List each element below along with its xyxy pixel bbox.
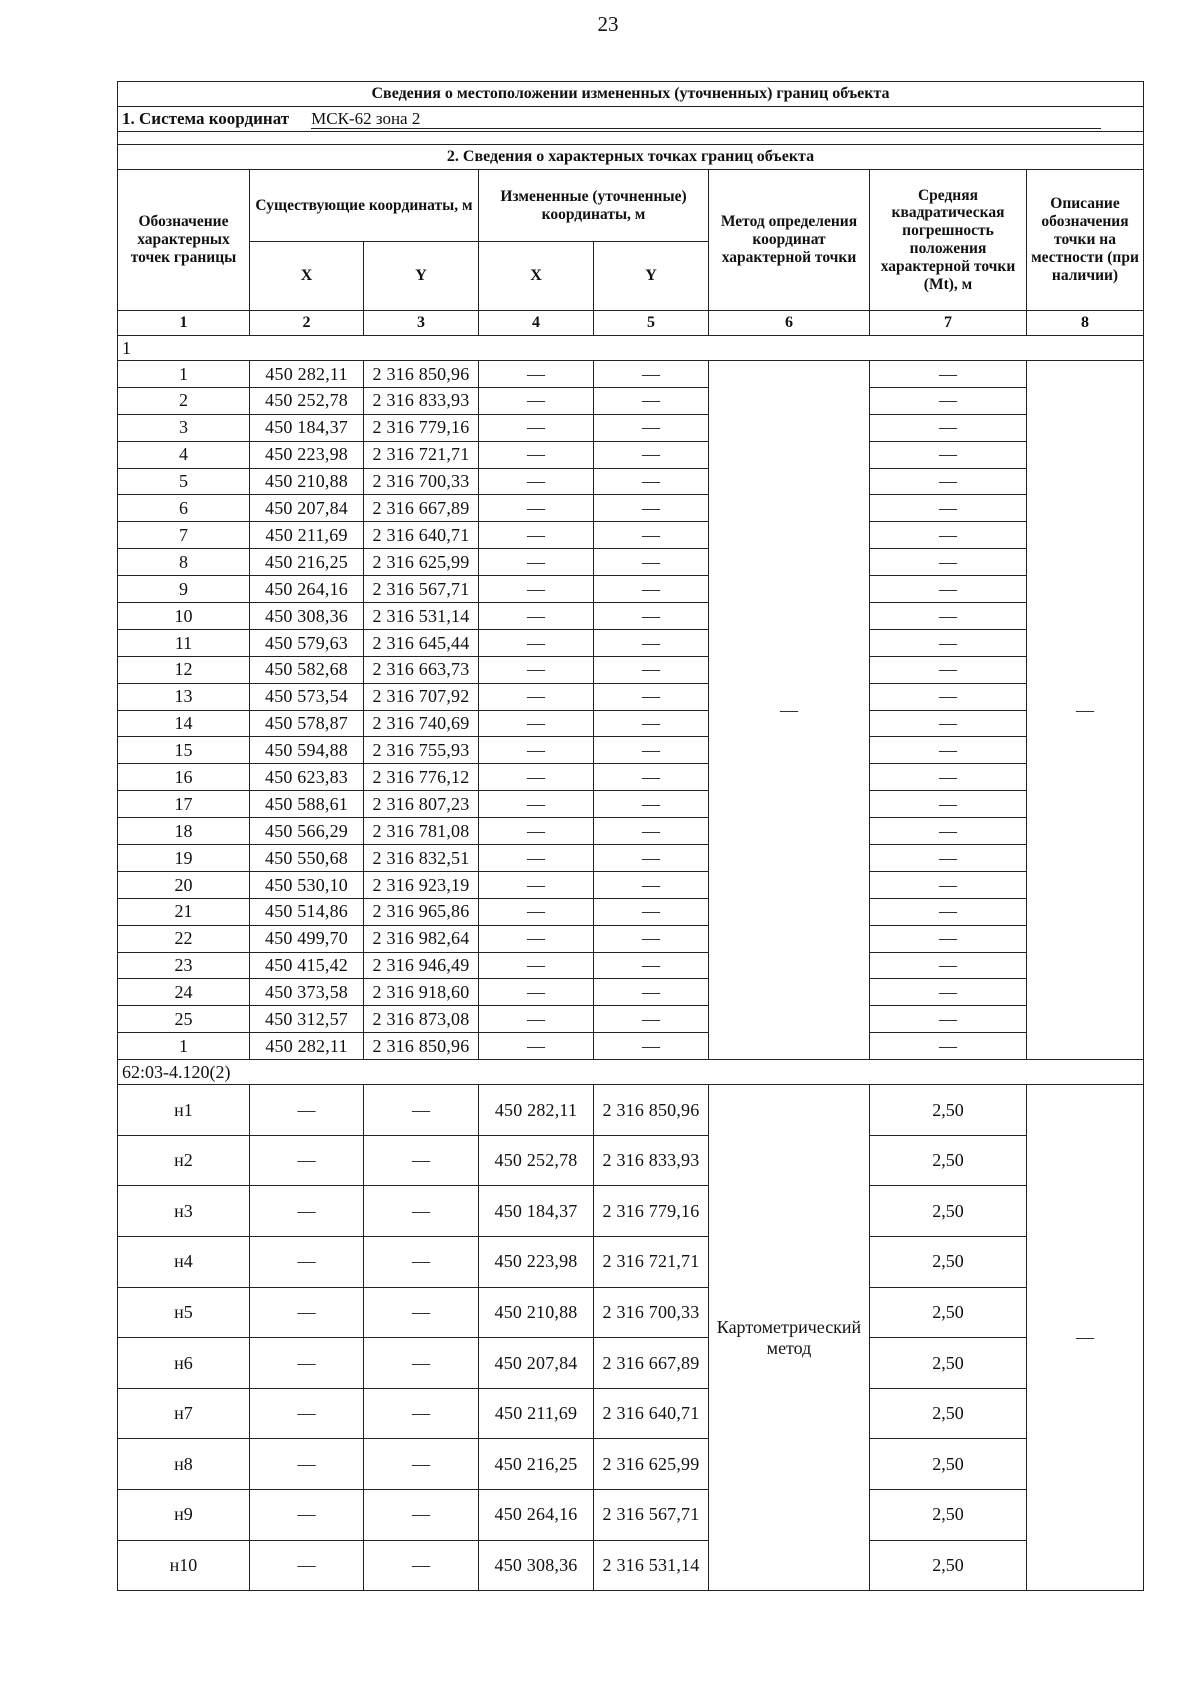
table-row [118, 1287, 1144, 1338]
existing-y: — [364, 1388, 479, 1439]
existing-y: 2 316 740,69 [364, 710, 479, 737]
changed-y: — [594, 871, 709, 898]
error-mt: 2,50 [870, 1236, 1027, 1287]
table-row [118, 1338, 1144, 1389]
existing-x: — [250, 1489, 364, 1540]
table-row [118, 414, 1144, 441]
changed-x: — [479, 549, 594, 576]
changed-x: 450 308,36 [479, 1540, 594, 1591]
existing-x: 450 623,83 [250, 764, 364, 791]
existing-y: 2 316 850,96 [364, 1033, 479, 1060]
point-id: 15 [118, 737, 250, 764]
point-id: 14 [118, 710, 250, 737]
changed-x: — [479, 818, 594, 845]
changed-y: — [594, 495, 709, 522]
point-id: 1 [118, 1033, 250, 1060]
changed-x: — [479, 845, 594, 872]
error-mt: 2,50 [870, 1085, 1027, 1136]
existing-x: 450 530,10 [250, 871, 364, 898]
existing-x: — [250, 1540, 364, 1591]
existing-x: — [250, 1236, 364, 1287]
existing-x: 450 282,11 [250, 361, 364, 388]
changed-x: — [479, 387, 594, 414]
changed-x: — [479, 979, 594, 1006]
point-id: 7 [118, 522, 250, 549]
changed-x: — [479, 495, 594, 522]
error-mt: — [870, 495, 1027, 522]
column-number: 2 [250, 311, 364, 336]
existing-x: — [250, 1287, 364, 1338]
existing-y: 2 316 781,08 [364, 818, 479, 845]
changed-x: 450 207,84 [479, 1338, 594, 1389]
point-id: 11 [118, 629, 250, 656]
error-mt: — [870, 683, 1027, 710]
existing-x: — [250, 1388, 364, 1439]
table-row [118, 522, 1144, 549]
group2-description: — [1027, 1085, 1144, 1591]
changed-y: — [594, 683, 709, 710]
changed-x: 450 210,88 [479, 1287, 594, 1338]
point-id: 9 [118, 576, 250, 603]
changed-y: — [594, 764, 709, 791]
changed-y: 2 316 640,71 [594, 1388, 709, 1439]
changed-y: — [594, 414, 709, 441]
error-mt: — [870, 710, 1027, 737]
existing-y: — [364, 1236, 479, 1287]
existing-x: — [250, 1186, 364, 1237]
changed-x: — [479, 764, 594, 791]
point-id: 17 [118, 791, 250, 818]
boundary-points-table [117, 81, 1144, 1591]
point-id: 22 [118, 925, 250, 952]
changed-y: 2 316 625,99 [594, 1439, 709, 1490]
changed-y: — [594, 1006, 709, 1033]
existing-x: — [250, 1439, 364, 1490]
point-id: н10 [118, 1540, 250, 1591]
existing-y: 2 316 850,96 [364, 361, 479, 388]
existing-x: 450 207,84 [250, 495, 364, 522]
changed-y: — [594, 522, 709, 549]
changed-x: — [479, 656, 594, 683]
changed-y: — [594, 737, 709, 764]
point-id: н3 [118, 1186, 250, 1237]
existing-x: 450 373,58 [250, 979, 364, 1006]
existing-y: 2 316 873,08 [364, 1006, 479, 1033]
table-row [118, 1236, 1144, 1287]
existing-x: 450 594,88 [250, 737, 364, 764]
changed-x: — [479, 925, 594, 952]
group2-label: 62:03-4.120(2) [118, 1060, 1144, 1085]
existing-y: — [364, 1540, 479, 1591]
column-number: 8 [1027, 311, 1144, 336]
changed-y: 2 316 700,33 [594, 1287, 709, 1338]
point-id: 24 [118, 979, 250, 1006]
existing-y: 2 316 965,86 [364, 898, 479, 925]
table-row [118, 441, 1144, 468]
error-mt: — [870, 629, 1027, 656]
changed-y: 2 316 667,89 [594, 1338, 709, 1389]
changed-x: — [479, 710, 594, 737]
header-changed-coords: Измененные (уточненные) координаты, м [479, 170, 709, 242]
changed-y: — [594, 845, 709, 872]
table-row [118, 683, 1144, 710]
table-row [118, 549, 1144, 576]
table-row [118, 361, 1144, 388]
changed-y: — [594, 791, 709, 818]
existing-x: 450 499,70 [250, 925, 364, 952]
table-row [118, 979, 1144, 1006]
changed-x: 450 184,37 [479, 1186, 594, 1237]
column-number: 7 [870, 311, 1027, 336]
changed-y: — [594, 925, 709, 952]
table-row [118, 791, 1144, 818]
existing-y: 2 316 721,71 [364, 441, 479, 468]
table-row [118, 1135, 1144, 1186]
table-row [118, 1085, 1144, 1136]
header-existing-coords: Существующие координаты, м [250, 170, 479, 242]
table-row [118, 387, 1144, 414]
changed-y: 2 316 833,93 [594, 1135, 709, 1186]
changed-y: — [594, 629, 709, 656]
error-mt: — [870, 361, 1027, 388]
group1-description: — [1027, 361, 1144, 1060]
column-number: 3 [364, 311, 479, 336]
existing-x: 450 579,63 [250, 629, 364, 656]
changed-y: 2 316 567,71 [594, 1489, 709, 1540]
page-number: 23 [597, 12, 619, 36]
existing-y: 2 316 567,71 [364, 576, 479, 603]
existing-y: 2 316 640,71 [364, 522, 479, 549]
column-number: 1 [118, 311, 250, 336]
existing-y: 2 316 645,44 [364, 629, 479, 656]
table-title: Сведения о местоположении измененных (уточненных) границ объекта [118, 82, 1144, 107]
changed-y: — [594, 387, 709, 414]
existing-y: — [364, 1439, 479, 1490]
existing-y: 2 316 918,60 [364, 979, 479, 1006]
changed-y: — [594, 441, 709, 468]
error-mt: 2,50 [870, 1388, 1027, 1439]
point-id: 21 [118, 898, 250, 925]
changed-y: — [594, 468, 709, 495]
existing-y: 2 316 707,92 [364, 683, 479, 710]
existing-y: 2 316 531,14 [364, 603, 479, 630]
error-mt: 2,50 [870, 1287, 1027, 1338]
existing-y: 2 316 776,12 [364, 764, 479, 791]
point-id: 12 [118, 656, 250, 683]
existing-x: 450 282,11 [250, 1033, 364, 1060]
existing-y: 2 316 982,64 [364, 925, 479, 952]
error-mt: — [870, 737, 1027, 764]
header-changed-y: Y [594, 242, 709, 311]
changed-y: 2 316 850,96 [594, 1085, 709, 1136]
existing-x: 450 184,37 [250, 414, 364, 441]
existing-x: 450 216,25 [250, 549, 364, 576]
changed-y: — [594, 549, 709, 576]
section2-title: 2. Сведения о характерных точках границ объекта [118, 145, 1144, 170]
group2-method: Картометрический метод [709, 1085, 870, 1591]
coordinate-system-value: МСК-62 зона 2 [311, 109, 1101, 130]
group1-label: 1 [118, 336, 1144, 361]
changed-y: — [594, 979, 709, 1006]
table-row [118, 1186, 1144, 1237]
error-mt: — [870, 522, 1027, 549]
existing-x: — [250, 1085, 364, 1136]
changed-x: 450 211,69 [479, 1388, 594, 1439]
point-id: 10 [118, 603, 250, 630]
error-mt: — [870, 576, 1027, 603]
changed-x: — [479, 361, 594, 388]
point-id: 6 [118, 495, 250, 522]
header-error: Средняя квадратическая погрешность положения характерной точки (Mt), м [870, 170, 1027, 311]
error-mt: — [870, 441, 1027, 468]
changed-x: — [479, 441, 594, 468]
changed-x: — [479, 683, 594, 710]
changed-x: 450 282,11 [479, 1085, 594, 1136]
existing-y: 2 316 667,89 [364, 495, 479, 522]
changed-y: 2 316 721,71 [594, 1236, 709, 1287]
changed-y: 2 316 779,16 [594, 1186, 709, 1237]
point-id: н8 [118, 1439, 250, 1490]
error-mt: — [870, 1033, 1027, 1060]
changed-x: — [479, 576, 594, 603]
existing-x: 450 415,42 [250, 952, 364, 979]
error-mt: — [870, 871, 1027, 898]
group1-method: — [709, 361, 870, 1060]
table-row [118, 925, 1144, 952]
existing-x: 450 210,88 [250, 468, 364, 495]
changed-x: — [479, 1006, 594, 1033]
error-mt: — [870, 925, 1027, 952]
existing-x: 450 566,29 [250, 818, 364, 845]
changed-x: — [479, 603, 594, 630]
point-id: н7 [118, 1388, 250, 1439]
existing-x: 450 582,68 [250, 656, 364, 683]
existing-y: — [364, 1338, 479, 1389]
table-row [118, 656, 1144, 683]
changed-x: — [479, 629, 594, 656]
existing-x: 450 312,57 [250, 1006, 364, 1033]
coordinate-system-label: 1. Система координат [122, 108, 290, 128]
table-row [118, 845, 1144, 872]
point-id: н9 [118, 1489, 250, 1540]
existing-y: — [364, 1186, 479, 1237]
point-id: 1 [118, 361, 250, 388]
existing-x: 450 514,86 [250, 898, 364, 925]
point-id: н5 [118, 1287, 250, 1338]
point-id: н4 [118, 1236, 250, 1287]
changed-y: 2 316 531,14 [594, 1540, 709, 1591]
changed-x: 450 216,25 [479, 1439, 594, 1490]
existing-y: 2 316 625,99 [364, 549, 479, 576]
point-id: 19 [118, 845, 250, 872]
header-existing-x: X [250, 242, 364, 311]
existing-x: — [250, 1135, 364, 1186]
point-id: н6 [118, 1338, 250, 1389]
existing-x: 450 578,87 [250, 710, 364, 737]
changed-x: 450 252,78 [479, 1135, 594, 1186]
existing-x: 450 588,61 [250, 791, 364, 818]
error-mt: — [870, 898, 1027, 925]
header-method: Метод определения координат характерной точки [709, 170, 870, 311]
existing-x: 450 252,78 [250, 387, 364, 414]
error-mt: — [870, 414, 1027, 441]
table-row [118, 737, 1144, 764]
point-id: 25 [118, 1006, 250, 1033]
existing-y: 2 316 833,93 [364, 387, 479, 414]
changed-x: — [479, 871, 594, 898]
changed-y: — [594, 361, 709, 388]
table-row [118, 468, 1144, 495]
changed-y: — [594, 603, 709, 630]
changed-x: — [479, 952, 594, 979]
point-id: 23 [118, 952, 250, 979]
existing-x: 450 264,16 [250, 576, 364, 603]
changed-x: 450 264,16 [479, 1489, 594, 1540]
point-id: 5 [118, 468, 250, 495]
table-row [118, 576, 1144, 603]
table-row [118, 818, 1144, 845]
error-mt: 2,50 [870, 1489, 1027, 1540]
table-row [118, 952, 1144, 979]
error-mt: — [870, 1006, 1027, 1033]
point-id: 8 [118, 549, 250, 576]
error-mt: — [870, 764, 1027, 791]
error-mt: — [870, 952, 1027, 979]
existing-x: 450 550,68 [250, 845, 364, 872]
point-id: 2 [118, 387, 250, 414]
existing-y: — [364, 1085, 479, 1136]
table-row [118, 495, 1144, 522]
column-number: 6 [709, 311, 870, 336]
changed-x: — [479, 737, 594, 764]
changed-x: — [479, 414, 594, 441]
changed-x: — [479, 791, 594, 818]
spacer-row [118, 132, 1144, 145]
table-row [118, 603, 1144, 630]
point-id: 4 [118, 441, 250, 468]
existing-y: — [364, 1287, 479, 1338]
changed-y: — [594, 576, 709, 603]
table-row [118, 898, 1144, 925]
table-row [118, 1540, 1144, 1591]
column-number: 4 [479, 311, 594, 336]
changed-y: — [594, 656, 709, 683]
changed-x: — [479, 1033, 594, 1060]
changed-y: — [594, 898, 709, 925]
existing-y: 2 316 832,51 [364, 845, 479, 872]
error-mt: — [870, 818, 1027, 845]
error-mt: 2,50 [870, 1439, 1027, 1490]
error-mt: — [870, 845, 1027, 872]
table-row [118, 1489, 1144, 1540]
existing-y: 2 316 755,93 [364, 737, 479, 764]
header-point-designation: Обозначение характерных точек границы [118, 170, 250, 311]
error-mt: 2,50 [870, 1135, 1027, 1186]
changed-x: — [479, 468, 594, 495]
existing-y: 2 316 779,16 [364, 414, 479, 441]
point-id: 16 [118, 764, 250, 791]
table-row [118, 764, 1144, 791]
existing-y: 2 316 663,73 [364, 656, 479, 683]
point-id: 13 [118, 683, 250, 710]
existing-x: — [250, 1338, 364, 1389]
changed-y: — [594, 1033, 709, 1060]
error-mt: — [870, 387, 1027, 414]
column-number: 5 [594, 311, 709, 336]
point-id: 20 [118, 871, 250, 898]
error-mt: — [870, 549, 1027, 576]
table-row [118, 710, 1144, 737]
error-mt: 2,50 [870, 1540, 1027, 1591]
existing-y: 2 316 923,19 [364, 871, 479, 898]
table-row [118, 1439, 1144, 1490]
header-description: Описание обозначения точки на местности (при наличии) [1027, 170, 1144, 311]
table-row [118, 871, 1144, 898]
error-mt: — [870, 791, 1027, 818]
table-row [118, 1006, 1144, 1033]
changed-y: — [594, 952, 709, 979]
existing-y: 2 316 946,49 [364, 952, 479, 979]
coordinate-system-row [118, 107, 1144, 132]
header-existing-y: Y [364, 242, 479, 311]
changed-y: — [594, 818, 709, 845]
table-row [118, 1388, 1144, 1439]
existing-x: 450 211,69 [250, 522, 364, 549]
point-id: 18 [118, 818, 250, 845]
error-mt: 2,50 [870, 1186, 1027, 1237]
error-mt: — [870, 468, 1027, 495]
changed-x: — [479, 522, 594, 549]
point-id: 3 [118, 414, 250, 441]
table-row [118, 629, 1144, 656]
existing-y: 2 316 807,23 [364, 791, 479, 818]
existing-y: — [364, 1489, 479, 1540]
point-id: н1 [118, 1085, 250, 1136]
point-id: н2 [118, 1135, 250, 1186]
table-row [118, 1033, 1144, 1060]
error-mt: — [870, 603, 1027, 630]
changed-y: — [594, 710, 709, 737]
error-mt: 2,50 [870, 1338, 1027, 1389]
header-changed-x: X [479, 242, 594, 311]
changed-x: 450 223,98 [479, 1236, 594, 1287]
existing-y: — [364, 1135, 479, 1186]
error-mt: — [870, 979, 1027, 1006]
changed-x: — [479, 898, 594, 925]
existing-x: 450 223,98 [250, 441, 364, 468]
error-mt: — [870, 656, 1027, 683]
existing-x: 450 308,36 [250, 603, 364, 630]
existing-x: 450 573,54 [250, 683, 364, 710]
existing-y: 2 316 700,33 [364, 468, 479, 495]
